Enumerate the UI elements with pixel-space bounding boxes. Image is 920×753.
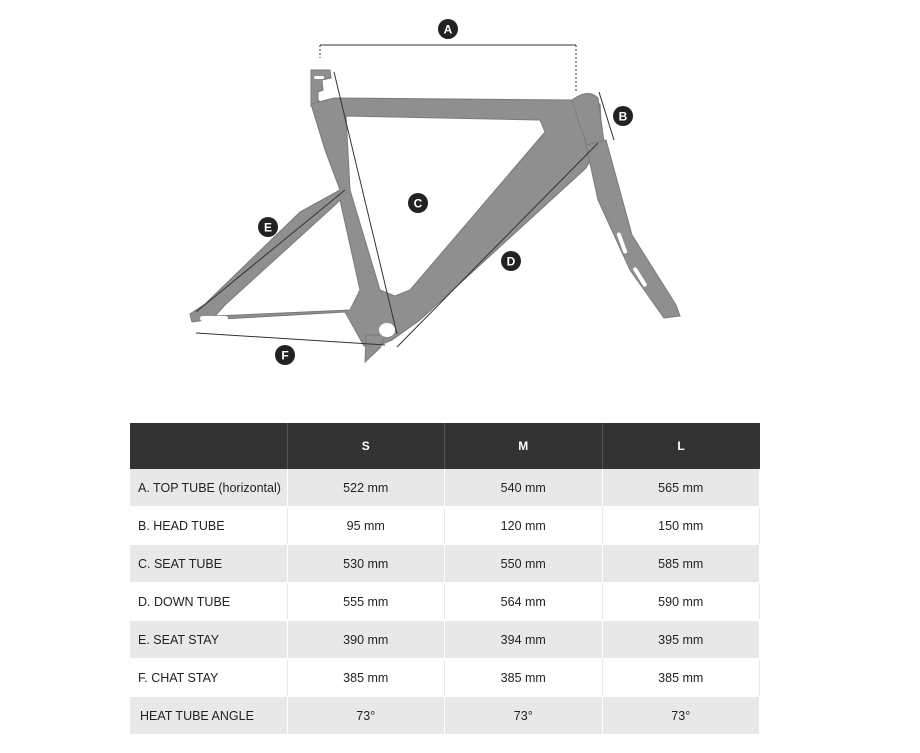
header-size-l: L [602, 423, 760, 469]
marker-a [438, 19, 458, 39]
bottom-bracket-hole [379, 323, 395, 337]
svg-text:D: D [506, 254, 516, 269]
cell-value: 590 mm [602, 583, 760, 621]
cell-value: 95 mm [287, 507, 445, 545]
header-size-m: M [445, 423, 603, 469]
cell-value: 550 mm [445, 545, 603, 583]
cell-value: 73° [287, 697, 445, 735]
marker-f [275, 345, 295, 365]
cell-value: 390 mm [287, 621, 445, 659]
measure-line-d [397, 143, 598, 347]
seat-post-slot [314, 76, 324, 79]
marker-e [258, 217, 278, 237]
table-row [130, 469, 760, 507]
svg-text:A: A [443, 22, 453, 37]
cell-value: 120 mm [445, 507, 603, 545]
main-triangle [190, 98, 602, 346]
marker-b [613, 106, 633, 126]
bottom-bracket [365, 335, 385, 362]
header-size-s: S [287, 423, 445, 469]
marker-c [408, 193, 428, 213]
chainstay-slot [232, 322, 254, 327]
measure-line-e [196, 190, 345, 312]
cell-value: 385 mm [287, 659, 445, 697]
row-label: D. DOWN TUBE [130, 583, 287, 621]
cell-value: 530 mm [287, 545, 445, 583]
row-label: HEAT TUBE ANGLE [130, 697, 287, 735]
table-row [130, 545, 760, 583]
measure-line-f [196, 333, 385, 345]
cell-value: 565 mm [602, 469, 760, 507]
cell-value: 585 mm [602, 545, 760, 583]
row-label: E. SEAT STAY [130, 621, 287, 659]
table-row [130, 583, 760, 621]
cell-value: 385 mm [602, 659, 760, 697]
table-row [130, 697, 760, 735]
cell-value: 395 mm [602, 621, 760, 659]
svg-text:F: F [281, 348, 289, 363]
cell-value: 394 mm [445, 621, 603, 659]
cell-value: 385 mm [445, 659, 603, 697]
table-header-row [130, 423, 760, 469]
svg-text:E: E [263, 220, 273, 235]
svg-text:C: C [413, 196, 423, 211]
cell-value: 522 mm [287, 469, 445, 507]
cell-value: 555 mm [287, 583, 445, 621]
cell-value: 73° [445, 697, 603, 735]
row-label: C. SEAT TUBE [130, 545, 287, 583]
geometry-table [130, 423, 760, 735]
marker-d [501, 251, 521, 271]
row-label: A. TOP TUBE (horizontal) [130, 469, 287, 507]
cell-value: 540 mm [445, 469, 603, 507]
dropout-slot [200, 316, 228, 321]
fork [586, 140, 680, 318]
cell-value: 150 mm [602, 507, 760, 545]
header-blank [130, 423, 287, 469]
frame-illustration [190, 70, 680, 362]
table-row [130, 507, 760, 545]
row-label: B. HEAD TUBE [130, 507, 287, 545]
cell-value: 73° [602, 697, 760, 735]
cell-value: 564 mm [445, 583, 603, 621]
table-row [130, 621, 760, 659]
row-label: F. CHAT STAY [130, 659, 287, 697]
svg-text:B: B [618, 109, 628, 124]
table-row [130, 659, 760, 697]
